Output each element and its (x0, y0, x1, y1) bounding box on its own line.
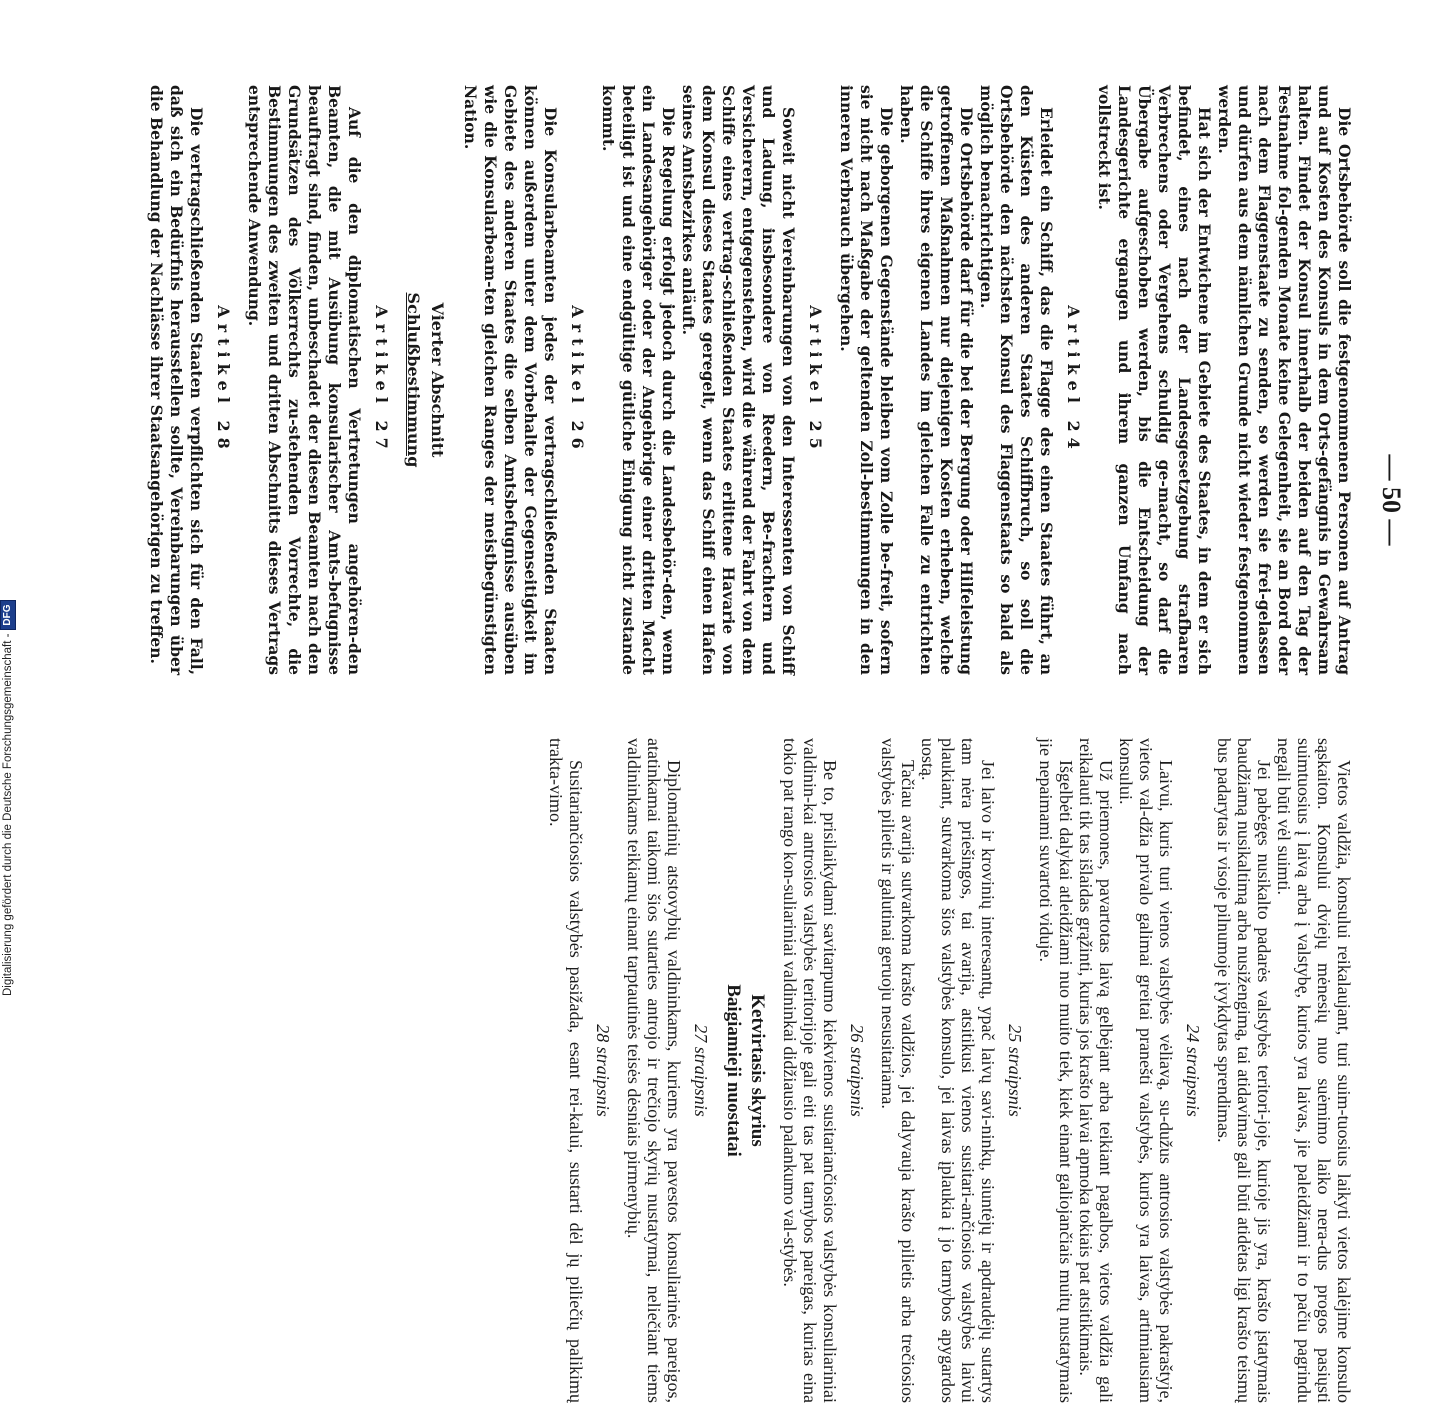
paragraph: Hat sich der Entwichene im Gebiete des Staates, in dem er sich befindet, eines nach der Landesgesetzgebung strafbaren Verbrechens oder Vergehens schuldig ge-macht, so darf die Übergabe aufgeschoben werden, bis die Entscheidung der Landesgerichte ergangen und ihrem ganzen Umfang nach vollstreckt ist. (1095, 85, 1214, 675)
paragraph: Die geborgenen Gegenstände bleiben vom Zolle be-freit, sofern sie nicht nach Maßgabe der geltenden Zoll-bestimmungen in den inneren Verbrauch übergehen. (837, 85, 896, 675)
paragraph: Die Ortsbehörde darf für die bei der Bergung oder Hilfeleistung getroffenen Maßnahmen nur diejenigen Kosten erheben, welche die Schiffe ihres eigenen Landes im gleichen Falle zu entrichten haben. (897, 85, 976, 675)
german-article-27-heading: Artikel 27 (372, 305, 391, 455)
paragraph: Vietos valdžia, konsului reikalaujant, turi suim-tuosius laikyti vietos kalėjime konsulo sąskaiton. Konsului dviejų mėnesių nuo suėmimo laiko nera-dus progos pasiųsti suimtuosius į laivą arba į valstybę, kurios yra laivas, jie paleidžiami ir to pačiu pagrindu negali būti vėl suimti. (1274, 738, 1354, 1403)
lithuanian-article-28-heading: 28 straipsnis (593, 1024, 613, 1117)
paragraph: Die Konsularbeamten jedes der vertragschließenden Staaten können außerdem unter dem Vorbehalte der Gegenseitigkeit im Gebiete des anderen Staates die selben Amtsbefugnisse ausüben wie die Konsularbeam-ten gleichen Ranges der meistbegünstigten Nation. (461, 85, 560, 675)
lithuanian-section-title: Ketvirtasis skyrius (747, 994, 768, 1147)
lithuanian-article-27-text (624, 738, 684, 1403)
lithuanian-article-24-heading: 24 straipsnis (1183, 1024, 1203, 1117)
paragraph: Auf die den diplomatischen Vertretungen angehören-den Beamten, die mit Ausübung konsularischer Amts-befugnisse beauftragt sind, finden, unbeschadet der diesen Beamten nach den Grundsätzen des Völkerrechts zu-stehenden Vorrechte, die Bestimmungen des zweiten und dritten Abschnitts dieses Vertrags entsprechende Anwendung. (245, 85, 364, 675)
german-article-26-heading: Artikel 26 (568, 305, 587, 455)
lithuanian-article-26-text (780, 738, 840, 1403)
paragraph: Tačiau avarija sutvarkoma krašto valdžios, jei dalyvauja krašto pilietis arba trečiosios valstybės pilietis ir galutinai geruoju nesusitariama. (878, 738, 918, 1403)
paragraph: Die Regelung erfolgt jedoch durch die Landesbehör-den, wenn ein Landesangehöriger oder der Angehörige einer dritten Macht beteiligt ist und eine endgültige gütliche Einigung nicht zustande kommt. (599, 85, 678, 675)
paragraph: Diplomatinių atstovybių valdininkams, kuriems yra pavestos konsuliarinės pareigos, atatinkamai taikomi šios sutarties antrojo ir trečiojo skyrių nustatymai, neliečiant tiems valdininkams teikiamų einant tarptautinės teisės dėsniais pirmenybių. (624, 738, 684, 1403)
lithuanian-article-26-heading: 26 straipsnis (847, 1024, 867, 1117)
paragraph: Už priemones, pavartotas laivą gelbėjant arba teikiant pagalbos, vietos valdžia gali reikalauti tik tas išlaidas grąžinti, kurias jos krašto laivai apmoka tokiais pat atsitikimais. (1076, 738, 1116, 1403)
german-section-title: Vierter Abschnitt (428, 302, 447, 458)
german-article-27-text (244, 85, 364, 675)
german-article-28-text (146, 85, 206, 675)
german-article-24-heading: Artikel 24 (1064, 305, 1083, 455)
paragraph: Soweit nicht Vereinbarungen von den Interessenten von Schiff und Ladung, insbesondere von Reedern, Be-frachtern und Versicherern, entgegenstehen, wird die während der Fahrt von dem Schiffe eines vertrag-schließenden Staates erlittene Havarie von dem Konsul dieses Staates geregelt, wenn das Schiff einen Hafen seines Amtsbezirkes anläuft. (679, 85, 798, 675)
german-section-subtitle: Schlußbestimmung (404, 292, 423, 468)
paragraph: Jei pabėgęs nusikalto padarės valstybės teritori-joje, kurioje jis yra, krašto įstatymais baudžiamą nusikaltimą arba nusižengimą, tai atidavimas gali būti atidėtas ligi krašto teismų bus padarytas ir visoje pilnumoje įvykdytas sprendimas. (1214, 738, 1274, 1403)
lithuanian-section-subtitle: Baigiamieji nuostatai (723, 984, 744, 1157)
paragraph: Laivui, kuris turi vienos valstybės vėliavą, su-dužus antrosios valstybės pakraštyje, vietos val-džia privalo galimai greitai pranešti valstybės, kurios yra laivas, artimiausiam konsului. (1116, 738, 1176, 1403)
lithuanian-article-25-text (878, 738, 998, 1403)
german-article-24-text (836, 85, 1056, 675)
lithuanian-article-24-text (1036, 738, 1176, 1403)
paragraph: Išgelbėti dalykai atleidžiami nuo muito tiek, kiek einant galiojančiais muitų nustatymais jie nepaimami suvartoti viduje. (1036, 738, 1076, 1403)
lithuanian-column (546, 738, 1354, 1403)
paragraph: Die Ortsbehörde soll die festgenommenen Personen auf Antrag und auf Kosten des Konsuls in dem Orts-gefängnis in Gewahrsam halten. Findet der Konsul innerhalb der beiden auf den Tag der Festnahme fol-genden Monate keine Gelegenheit, sie an Bord oder nach dem Flaggenstaate zu senden, so werden sie frei-gelassen und dürfen aus dem nämlichen Grunde nicht wieder festgenommen werden. (1215, 85, 1354, 675)
lithuanian-article-27-heading: 27 straipsnis (691, 1024, 711, 1117)
german-article-26-text (460, 85, 560, 675)
paragraph: Die vertragschließenden Staaten verpflichten sich für den Fall, daß sich ein Bedürfnis herausstellen sollte, Vereinbarungen über die Behandlung der Nachlässe ihrer Staatsangehörigen zu treffen. (147, 85, 206, 675)
paragraph: Be to, prisilaikydami savitarpumo kiekvienos susitariančiosios valstybės konsuliariniai valdinin-kai antrosios valstybės teritorijoje gali eiti tas pat tarnybos pareigas, kurias eina tokio pat rango kon-suliariniai valdininkai didžiausio palankumo val-stybės. (780, 738, 840, 1403)
paragraph: Susitariančiosios valstybės pasižada, esant rei-kalui, sustarti dėl jų piliečių palikimų trakta-vimo. (546, 738, 586, 1403)
german-top-text (1094, 85, 1354, 675)
lithuanian-top-text (1214, 738, 1354, 1403)
lithuanian-article-28-text (546, 738, 586, 1403)
dfg-logo-icon: DFG (0, 600, 16, 629)
paragraph: Jei laivo ir krovinių interesantų, ypač laivų savi-ninkų, siuntėjų ir apdraudėjų sutartys tam nėra priešingos, tai avarija, atsitikusi vienos susitari-ančiosios valstybės laivui plaukiant, sutvarkoma šios valstybės konsulo, jei laivas įplaukia į jo tarnybos apygardos uostą. (918, 738, 998, 1403)
page-number: — 50 — (1377, 454, 1406, 546)
paragraph: Erleidet ein Schiff, das die Flagge des einen Staates führt, an den Küsten des anderen Staates Schiffbruch, so soll die Ortsbehörde den nächsten Konsul des Flaggenstaats so bald als möglich benachrichtigen. (977, 85, 1056, 675)
german-article-25-text (598, 85, 798, 675)
funding-notice: Digitalisierung gefördert durch die Deutsche Forschungsgemeinschaft - (2, 633, 14, 996)
lithuanian-article-25-heading: 25 straipsnis (1005, 1024, 1025, 1117)
digitization-footer (2, 601, 22, 996)
german-column (146, 85, 1354, 675)
german-article-28-heading: Artikel 28 (214, 305, 233, 455)
german-article-25-heading: Artikel 25 (806, 305, 825, 455)
